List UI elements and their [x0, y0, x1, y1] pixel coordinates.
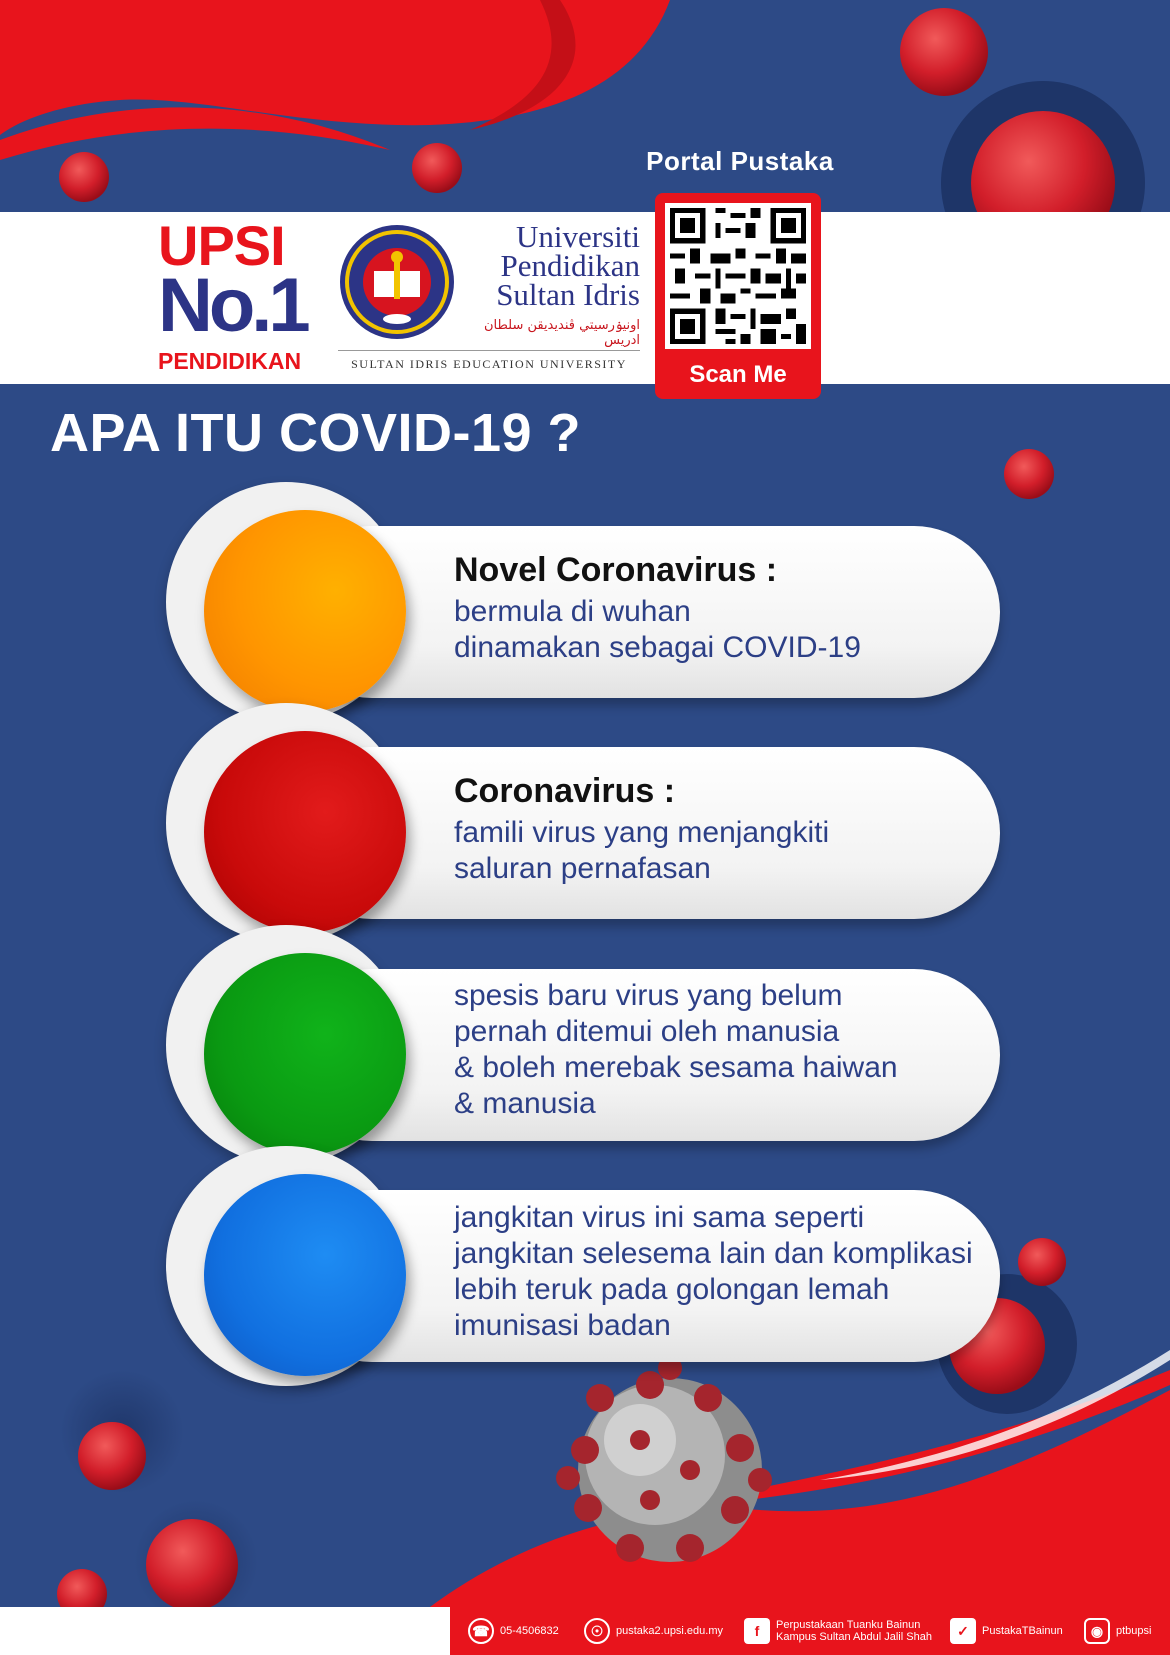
row-line: jangkitan virus ini sama seperti [454, 1201, 865, 1234]
logo-no1-text: No.1 [158, 263, 307, 348]
instagram-icon: ◉ [1084, 1618, 1110, 1644]
info-row-novel-coronavirus [166, 482, 1000, 722]
row-heading: Novel Coronavirus : [454, 551, 778, 589]
row-text [454, 978, 898, 1122]
logo-upsi-text: UPSI [158, 214, 285, 277]
row-line: lebih teruk pada golongan lemah [454, 1273, 890, 1306]
twitter-icon: ✓ [950, 1618, 976, 1644]
footer-facebook-text [776, 1619, 932, 1643]
footer-facebook[interactable] [744, 1607, 932, 1655]
footer-facebook-line1: Perpustakaan Tuanku Bainun [776, 1619, 921, 1631]
footer-twitter-text: PustakaTBainun [982, 1625, 1063, 1637]
row-line: imunisasi badan [454, 1309, 671, 1342]
row-line: bermula di wuhan [454, 595, 691, 628]
row-line: saluran pernafasan [454, 852, 711, 885]
row-line: dinamakan sebagai COVID-19 [454, 631, 861, 664]
scan-me-label: Scan Me [689, 361, 787, 388]
row-line: jangkitan selesema lain dan komplikasi [454, 1237, 973, 1270]
university-seal-icon [338, 223, 456, 341]
orange-circle-icon [204, 510, 406, 712]
info-row-coronavirus [166, 703, 1000, 943]
row-heading: Coronavirus : [454, 772, 676, 810]
info-row-infection [166, 1146, 1000, 1386]
university-name [470, 219, 640, 312]
row-text [454, 550, 861, 666]
university-name-line3: Sultan Idris [496, 277, 640, 312]
footer-website[interactable] [584, 1607, 723, 1655]
globe-icon: ☉ [584, 1618, 610, 1644]
facebook-icon: f [744, 1618, 770, 1644]
portal-label: Portal Pustaka [646, 146, 834, 176]
footer-phone-text: 05-4506832 [500, 1625, 559, 1637]
red-circle-icon [204, 731, 406, 933]
row-line: & boleh merebak sesama haiwan [454, 1051, 898, 1084]
row-text [454, 771, 829, 887]
logo-pendidikan-text: PENDIDIKAN [158, 348, 302, 374]
info-row-new-species [166, 925, 1000, 1165]
page-title: APA ITU COVID-19 ? [50, 403, 582, 463]
divider [338, 350, 640, 351]
row-line: famili virus yang menjangkiti [454, 816, 830, 849]
green-circle-icon [204, 953, 406, 1155]
row-line: pernah ditemui oleh manusia [454, 1015, 840, 1048]
upsi-no1-logo [158, 214, 318, 378]
row-line: & manusia [454, 1087, 596, 1120]
footer-instagram[interactable] [1084, 1607, 1151, 1655]
footer-website-text: pustaka2.upsi.edu.my [616, 1625, 724, 1637]
qr-code-card[interactable] [655, 193, 821, 399]
footer-twitter[interactable] [950, 1607, 1063, 1655]
university-name-line2: Pendidikan [500, 248, 640, 283]
footer-phone[interactable] [468, 1607, 559, 1655]
university-name-line1: Universiti [516, 219, 640, 254]
footer-instagram-text: ptbupsi [1116, 1625, 1152, 1637]
university-english-name: SULTAN IDRIS EDUCATION UNIVERSITY [351, 357, 627, 371]
row-line: spesis baru virus yang belum [454, 979, 843, 1012]
university-jawi: اونيۏرسيتي ڤنديديقن سلطان ادريس [483, 318, 640, 348]
qr-code-icon [665, 203, 811, 349]
row-text [454, 1200, 973, 1344]
phone-icon: ☎ [468, 1618, 494, 1644]
blue-circle-icon [204, 1174, 406, 1376]
footer-facebook-line2: Kampus Sultan Abdul Jalil Shah [776, 1631, 932, 1643]
